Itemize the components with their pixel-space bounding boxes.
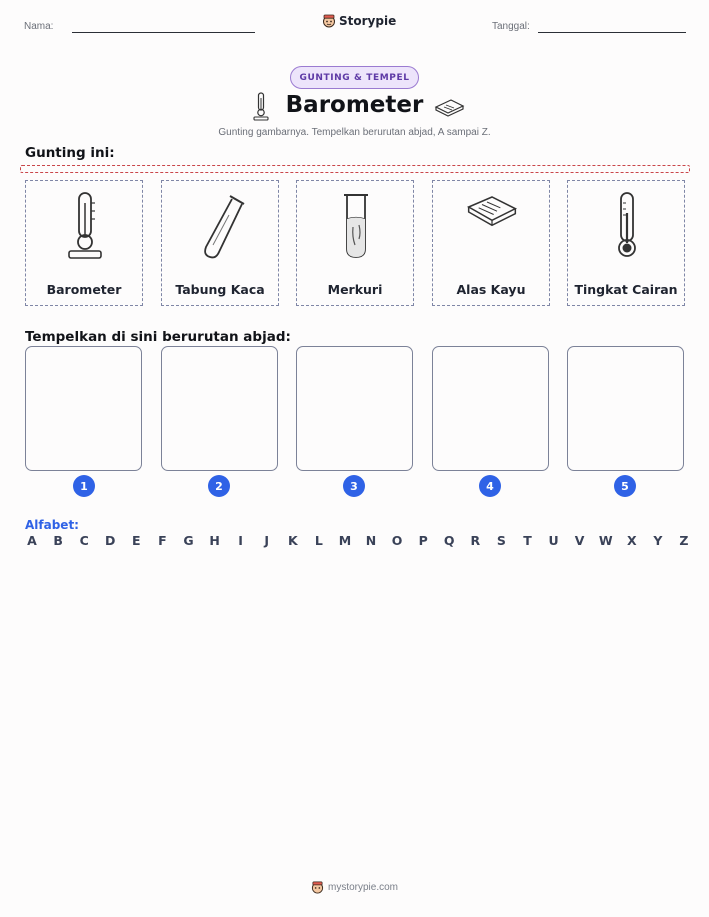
glass-tube-icon <box>191 189 251 261</box>
card-label: Tingkat Cairan <box>574 282 678 297</box>
alphabet-letter: V <box>574 533 585 548</box>
instructions: Gunting gambarnya. Tempelkan berurutan abjad, A sampai Z. <box>218 127 491 138</box>
cut-card-barometer[interactable] <box>25 180 143 306</box>
date-write-line[interactable] <box>538 32 686 33</box>
paste-slot-4[interactable] <box>432 346 549 471</box>
slot-number-5: 5 <box>614 475 636 497</box>
barometer-icon <box>55 189 115 261</box>
storypie-mascot-icon <box>322 14 336 28</box>
alphabet-letter: I <box>238 533 243 548</box>
alphabet-letter: J <box>264 533 270 548</box>
alphabet-letter: T <box>523 533 532 548</box>
cut-heading: Gunting ini: <box>25 145 115 161</box>
alphabet-letter: L <box>314 533 323 548</box>
alphabet-letter: W <box>598 533 613 548</box>
paste-slot-2[interactable] <box>161 346 278 471</box>
alphabet-letter: M <box>338 533 352 548</box>
alphabet-letter: Y <box>653 533 663 548</box>
name-label: Nama: <box>24 21 54 32</box>
paste-slot-3[interactable] <box>296 346 413 471</box>
footer-url[interactable]: mystorypie.com <box>327 882 398 893</box>
alphabet-row <box>24 533 692 548</box>
wooden-base-icon <box>433 97 465 117</box>
date-label: Tanggal: <box>492 21 530 32</box>
alphabet-letter: G <box>183 533 194 548</box>
footer <box>0 881 709 894</box>
brand-name: Storypie <box>339 14 397 28</box>
page-title: Barometer <box>285 92 424 118</box>
cut-card-wooden-base[interactable] <box>432 180 550 306</box>
alphabet-letter: K <box>287 533 298 548</box>
alphabet-letter: Z <box>679 533 689 548</box>
slot-number-1: 1 <box>73 475 95 497</box>
alphabet-letter: D <box>105 533 116 548</box>
alphabet-letter: U <box>548 533 559 548</box>
cut-card-mercury[interactable] <box>296 180 414 306</box>
cut-line <box>20 165 690 173</box>
alphabet-letter: X <box>626 533 637 548</box>
alphabet-letter: S <box>496 533 506 548</box>
alphabet-letter: E <box>132 533 141 548</box>
brand-logo <box>322 14 396 28</box>
paste-slot-5[interactable] <box>567 346 684 471</box>
alphabet-letter: Q <box>443 533 455 548</box>
alphabet-letter: B <box>53 533 63 548</box>
cut-card-glass-tube[interactable] <box>161 180 279 306</box>
alphabet-letter: N <box>365 533 377 548</box>
cut-card-liquid-level[interactable] <box>567 180 685 306</box>
alphabet-heading: Alfabet: <box>25 518 79 532</box>
alphabet-letter: F <box>158 533 167 548</box>
name-write-line[interactable] <box>72 32 255 33</box>
slot-number-2: 2 <box>208 475 230 497</box>
alphabet-letter: A <box>27 533 37 548</box>
alphabet-letter: P <box>418 533 428 548</box>
alphabet-letter: C <box>79 533 89 548</box>
alphabet-letter: R <box>470 533 481 548</box>
alphabet-letter: O <box>391 533 403 548</box>
card-label: Merkuri <box>327 282 383 297</box>
alphabet-letter: H <box>209 533 220 548</box>
slot-number-4: 4 <box>479 475 501 497</box>
paste-heading: Tempelkan di sini berurutan abjad: <box>25 329 291 345</box>
liquid-level-icon <box>597 189 657 261</box>
card-label: Alas Kayu <box>456 282 526 297</box>
wooden-base-icon <box>457 187 527 247</box>
storypie-mascot-icon <box>311 881 324 894</box>
mercury-tube-icon <box>326 189 386 261</box>
slot-number-3: 3 <box>343 475 365 497</box>
activity-badge: GUNTING & TEMPEL <box>290 66 419 89</box>
paste-slot-1[interactable] <box>25 346 142 471</box>
card-label: Barometer <box>46 282 122 297</box>
card-label: Tabung Kaca <box>175 282 265 297</box>
